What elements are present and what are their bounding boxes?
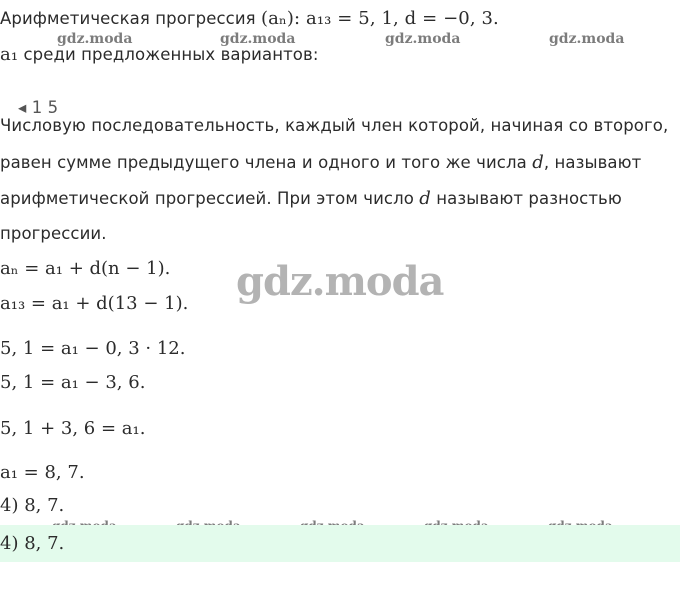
equation-result: a₁ = 8, 7. bbox=[0, 462, 85, 483]
explanation-line-2: равен сумме предыдущего члена и одного и того же числа d, называют bbox=[0, 152, 642, 173]
equation-rearranged: 5, 1 + 3, 6 = a₁. bbox=[0, 418, 146, 439]
equation-simplified: 5, 1 = a₁ − 3, 6. bbox=[0, 372, 146, 393]
problem-prefix: Арифметическая прогрессия bbox=[0, 9, 262, 28]
watermark-top-2: gdz.moda bbox=[220, 31, 296, 47]
option-partial: ◂ 1 5 bbox=[18, 98, 59, 117]
watermark-top-4: gdz.moda bbox=[549, 31, 625, 47]
problem-line-1 bbox=[0, 8, 499, 29]
problem-line-2 bbox=[0, 44, 319, 65]
explanation-line-3: арифметической прогрессией. При этом число d называют разностью bbox=[0, 188, 622, 209]
answer-inline: 4) 8, 7. bbox=[0, 495, 65, 516]
explanation-line-1: Числовую последовательность, каждый член которой, начиная со второго, bbox=[0, 116, 669, 135]
answer-final: 4) 8, 7. bbox=[0, 533, 65, 554]
watermark-center: gdz.moda bbox=[236, 258, 444, 305]
equation-substitution: 5, 1 = a₁ − 0, 3 · 12. bbox=[0, 338, 186, 359]
problem-a1: a₁ bbox=[0, 44, 19, 65]
formula-general: aₙ = a₁ + d(n − 1). bbox=[0, 258, 171, 279]
formula-a13: a₁₃ = a₁ + d(13 − 1). bbox=[0, 293, 189, 314]
answer-highlight bbox=[0, 525, 680, 562]
problem-condition: (aₙ): a₁₃ = 5, 1, d = −0, 3. bbox=[261, 8, 499, 29]
problem-task: среди предложенных вариантов: bbox=[18, 45, 319, 64]
watermark-top-3: gdz.moda bbox=[385, 31, 461, 47]
watermark-top-1: gdz.moda bbox=[57, 31, 133, 47]
explanation-line-4: прогрессии. bbox=[0, 224, 107, 243]
